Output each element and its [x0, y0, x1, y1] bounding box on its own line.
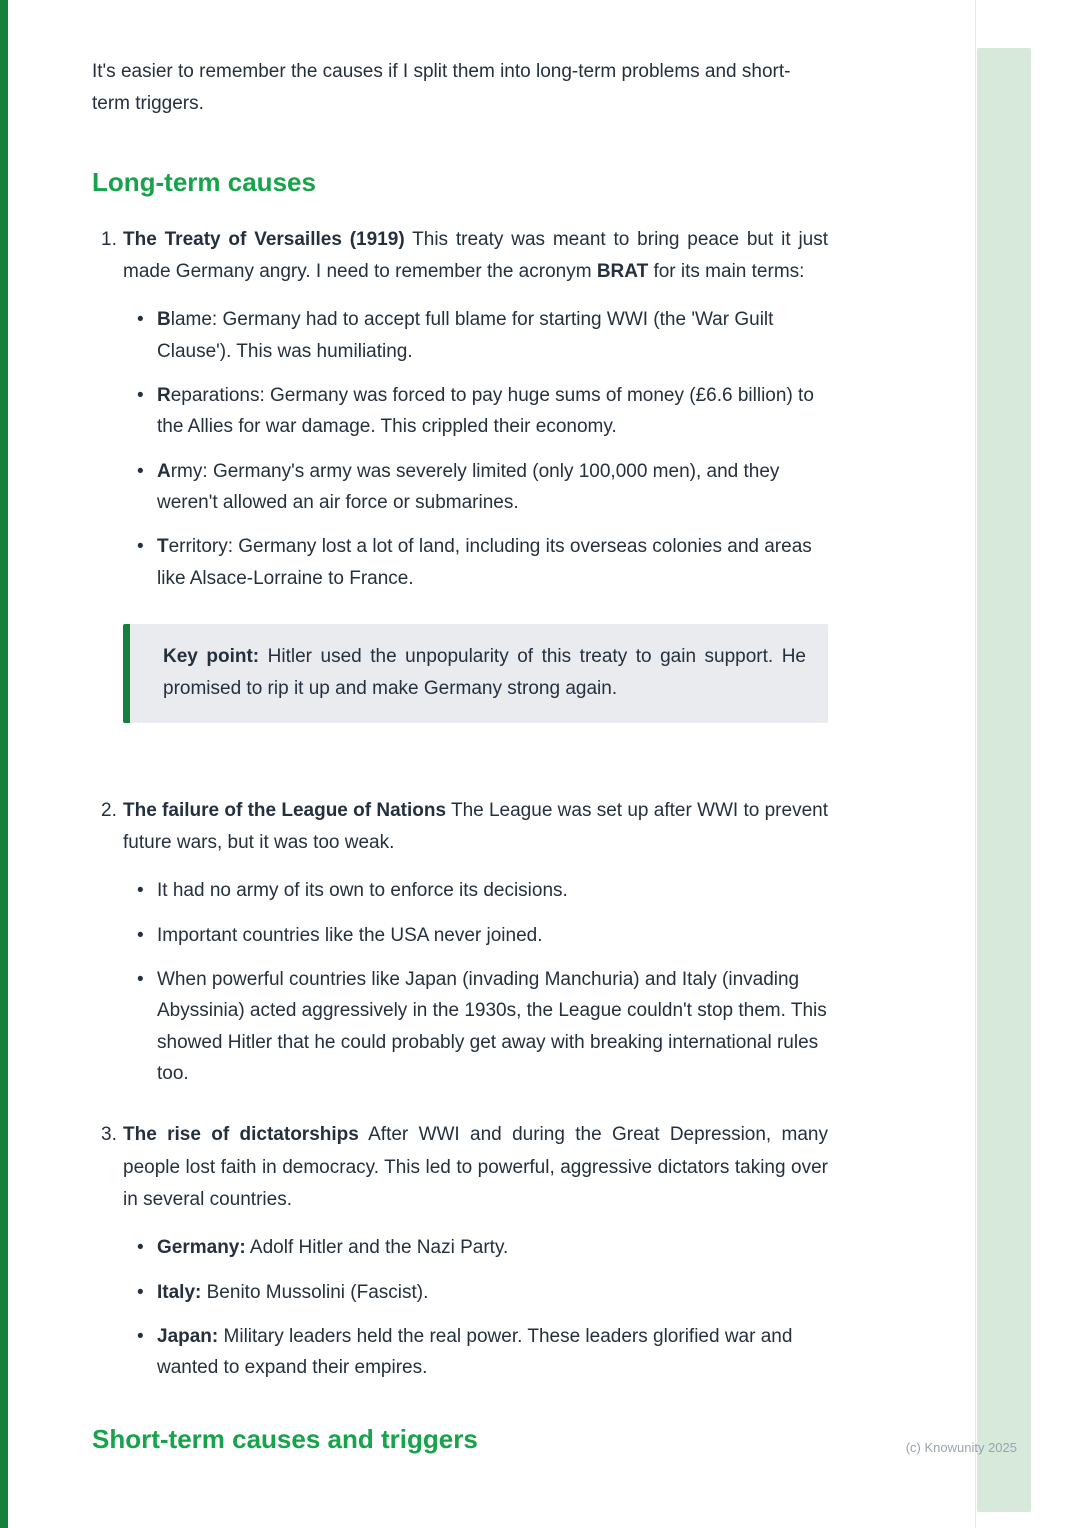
- bullet-usa-never-joined: [123, 920, 828, 951]
- bullet-dot-icon: •: [137, 1281, 144, 1303]
- key-point-callout: [123, 624, 828, 723]
- bullet-lead-bold: R: [157, 385, 171, 407]
- bullet-text: When powerful countries like Japan (invading Manchuria) and Italy (invading Abyssinia) acted aggressively in the 1930s, the League couldn't stop them. This showed Hitler that he could probably get away with breaking international rules too.: [157, 969, 827, 1085]
- list-number: 3.: [101, 1124, 117, 1146]
- item-paragraph: [123, 1119, 828, 1216]
- list-item-body: [123, 1119, 828, 1383]
- bullet-lead-bold: Japan:: [157, 1325, 219, 1347]
- bullet-dot-icon: •: [137, 1237, 144, 1259]
- callout-paragraph: [163, 641, 806, 706]
- heading-short-term-causes: Short-term causes and triggers: [92, 1423, 478, 1454]
- copyright-watermark: (c) Knowunity 2025: [905, 1440, 1017, 1455]
- bullet-body: Benito Mussolini (Fascist).: [201, 1281, 429, 1303]
- brat-bullet-list: [123, 304, 828, 594]
- bullet-body: Military leaders held the real power. These leaders glorified war and wanted to expand their empires.: [157, 1325, 793, 1379]
- item-lead-bold: The failure of the League of Nations: [123, 799, 447, 821]
- acronym-bold: BRAT: [596, 261, 649, 283]
- list-number: 2.: [101, 799, 117, 821]
- dictators-bullet-list: [123, 1232, 828, 1383]
- bullet-reparations: [123, 380, 828, 443]
- bullet-aggression-unpunished: [123, 964, 828, 1089]
- bullet-army: [123, 456, 828, 519]
- bullet-text: [157, 531, 828, 594]
- intro-paragraph: It's easier to remember the causes if I split them into long-term problems and short-term triggers.: [92, 61, 791, 115]
- bullet-dot-icon: •: [137, 536, 144, 558]
- long-term-causes-list: [101, 224, 828, 1384]
- bullet-germany: [123, 1232, 828, 1263]
- bullet-lead-bold: A: [157, 460, 171, 482]
- bullet-dot-icon: •: [137, 309, 144, 331]
- bullet-text: [157, 1321, 828, 1384]
- heading-long-term-causes: Long-term causes: [92, 166, 316, 197]
- bullet-dot-icon: •: [137, 1325, 144, 1347]
- bullet-dot-icon: •: [137, 460, 144, 482]
- item-lead-bold: The rise of dictatorships: [123, 1124, 359, 1146]
- callout-lead-bold: Key point:: [163, 646, 260, 668]
- list-number: 1.: [101, 228, 117, 250]
- bullet-lead-bold: Germany:: [157, 1237, 246, 1259]
- bullet-lead-bold: T: [157, 536, 169, 558]
- item-text: This treaty was meant to bring peace but it just made Germany angry. I need to remember the acronym: [123, 228, 829, 283]
- bullet-dot-icon: •: [137, 924, 144, 946]
- bullet-text: [157, 1232, 828, 1263]
- item-lead-bold: The Treaty of Versailles (1919): [123, 228, 405, 250]
- item-text: The League was set up after WWI to prevent future wars, but it was too weak.: [123, 799, 828, 854]
- side-scroll-band: [977, 48, 1031, 1512]
- bullet-body: lame: Germany had to accept full blame for starting WWI (the 'War Guilt Clause'). This was humiliating.: [157, 309, 774, 362]
- bullet-dot-icon: •: [137, 969, 144, 990]
- bullet-italy: [123, 1277, 828, 1308]
- callout-text: Hitler used the unpopularity of this treaty to gain support. He promised to rip it up and make Germany strong again.: [163, 646, 806, 700]
- bullet-text: [157, 380, 828, 443]
- item-text: for its main terms:: [648, 261, 805, 283]
- bullet-text: [157, 304, 828, 367]
- league-bullet-list: [123, 875, 828, 1089]
- item-paragraph: [123, 224, 828, 289]
- bullet-text: Important countries like the USA never joined.: [157, 924, 543, 946]
- bullet-body: eparations: Germany was forced to pay huge sums of money (£6.6 billion) to the Allies for war damage. This crippled their economy.: [157, 385, 814, 438]
- bullet-body: Adolf Hitler and the Nazi Party.: [245, 1237, 509, 1259]
- bullet-text: [157, 456, 828, 519]
- bullet-lead-bold: Italy:: [157, 1281, 202, 1303]
- bullet-dot-icon: •: [137, 880, 144, 902]
- bullet-territory: [123, 531, 828, 594]
- list-item-rise-of-dictatorships: [101, 1119, 828, 1383]
- item-paragraph: [123, 795, 828, 860]
- list-item-body: [123, 795, 828, 1090]
- bullet-dot-icon: •: [137, 385, 144, 407]
- bullet-body: rmy: Germany's army was severely limited (only 100,000 men), and they weren't allowed an air force or submarines.: [157, 460, 780, 514]
- bullet-body: erritory: Germany lost a lot of land, including its overseas colonies and areas like Alsace-Lorraine to France.: [157, 536, 812, 589]
- list-item-body: [123, 224, 828, 765]
- bullet-no-army: [123, 875, 828, 906]
- item-text: After WWI and during the Great Depression, many people lost faith in democracy. This led to powerful, aggressive dictators taking over in several countries.: [123, 1124, 829, 1210]
- list-item-treaty-of-versailles: [101, 224, 828, 765]
- bullet-text: It had no army of its own to enforce its decisions.: [157, 880, 568, 902]
- list-item-league-of-nations: [101, 795, 828, 1090]
- bullet-text: [157, 1277, 828, 1308]
- bullet-blame: [123, 304, 828, 367]
- bullet-lead-bold: B: [157, 309, 171, 331]
- bullet-japan: [123, 1321, 828, 1384]
- content-right-divider: [975, 0, 976, 1528]
